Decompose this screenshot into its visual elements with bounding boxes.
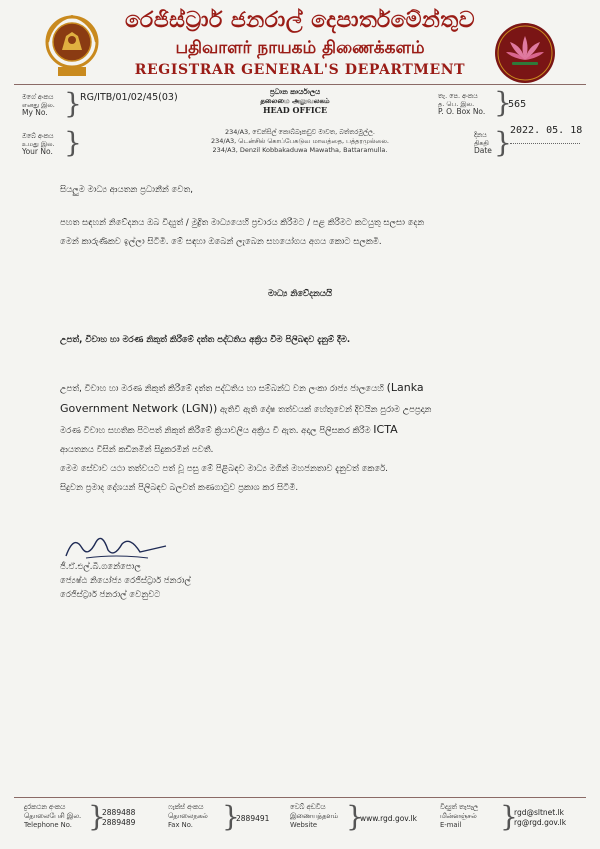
salutation: සියලුම මාධ්‍ය ආයතන ප්‍රධානීන් වෙත, [60,185,193,195]
date-underline [510,143,580,144]
signature-block: ජී.ඒ.එල්.බී.ගනේපොල ජ්‍යෙෂ්ඨ නියෝජ්‍ය රෙජිස්ට්‍රාර් ජනරාල් රෙජිස්ට්‍රාර් ජනරාල් වෙනුවට [60,562,191,600]
email-link-2[interactable]: rg@rgd.gov.lk [514,818,567,827]
my-no-value: RG/ITB/01/02/45(03) [80,92,178,103]
signature-image [56,528,206,564]
fax-brace: } [222,800,240,833]
main-paragraph: උපත්, විවාහ හා මරණ නිකුත් කිරීමේ දත්ත පද්ධතිය හා සම්බන්ධ වන ලංකා රාජ්‍ය ජාලයෙහි (Lanka Government Network (LGN)) ඇතිවී ඇති දෝෂ තත්වයක් හේතුවෙන් දිවයින පුරාම උපප්‍රදාන මරණ විවාහ සහතික පිටපත් නිකුත් කිරීමේ ක්‍රියාවලිය අක්‍රිය වී ඇත. අදාල පිලිසකර කිරීම ICTA ආයතනය විසින් කඩිනමින් සිදුකරමින් පවතී. මෙම සේවාව යථා තත්වයට පත් වූ පසු මේ පිළිබඳව මාධ්‍ය මගින් මහජනතාව දැනුවත් කෙරේ. සිදුවන ප්‍රමාද දෝශයන් පිලිබඳව බලවත් කණගාටුව ප්‍රකාශ කර සිටිමි. [60,381,432,493]
email-link-1[interactable]: rgd@sltnet.lk [514,808,565,817]
po-box-label: තැ. පෙ. අංකය த. பெ. இல. P. O. Box No. [438,92,486,116]
email-label: විද්‍යුත් තැපෑල மின்னஞ்சல் E-mail [440,803,479,829]
your-no-label: ඔබේ අංකය உமது இல. Your No. [22,132,55,156]
head-office-block: ප්‍රධාන කාර්යාලය தலைமை அலுவலகம் HEAD OFFICE [260,88,330,115]
title-sinhala: රෙජිස්ට්‍රාර් ජනරාල් දෙපාර්තමේන්තුව [124,8,476,33]
fax-value: 2889491 [236,814,270,823]
notice-heading: මාධ්‍ය නිවේදනයයි [267,289,333,299]
intro-paragraph: පහත සඳහන් නිවේදනය ඔබ විද්‍යුත් / මුද්‍රිත මාධ්‍යයෙහි ප්‍රචාරය කිරීමට / පළ කිරීමට කටයුතු සලසා දෙන මෙන් කාරුණිකව ඉල්ලා සිටිමි. මේ සඳහා ඔබෙන් ලැබෙන සහයෝගය අගය කොට සලකමි. [60,218,425,247]
footer-divider [14,797,586,798]
website-link[interactable]: www.rgd.gov.lk [360,814,417,823]
telephone-brace: } [88,800,106,833]
title-tamil: பதிவாளர் நாயகம் திணைக்களம் [175,38,425,58]
fax-label: ෆැක්ස් අංකය தொலைநகல் Fax No. [168,803,208,829]
date-brace: } [494,126,512,159]
subject-line: උපත්, විවාහ හා මරණ නිකුත් කිරීමේ දත්ත පද්ධතිය අක්‍රිය වීම පිලිබඳව දැනුම් දීම. [60,335,351,345]
email-links [514,808,566,828]
header-divider [14,84,586,85]
my-no-brace: } [64,87,82,120]
po-box-brace: } [494,86,512,119]
website-label: වෙබ් අඩවිය இணையத்தளம் Website [290,803,338,829]
email-brace: } [500,800,518,833]
title-english: REGISTRAR GENERAL'S DEPARTMENT [134,62,466,78]
my-no-label: මගේ අංකය எனது இல. My No. [22,93,55,117]
telephone-label: දුරකථන අංකය தொலைபேசி இல. Telephone No. [24,803,82,829]
date-label: දිනය திகதி Date [474,131,492,155]
head-office-address: 234/A3, ඩෙන්සිල් කොබ්බෑකඩුව මාවත, බත්තරමුල්ල. 234/A3, டென்சில் கொப்பேகடுவ மாவத்தை, பத்தரமுல்லை. 234/A3, Denzil Kobbakaduwa Mawatha, Battaramulla. [210,128,390,154]
date-value: 2022. 05. 18 [510,125,583,136]
telephone-values: 2889488 2889489 [102,808,136,827]
your-no-brace: } [64,126,82,159]
po-box-value: 565 [508,99,527,110]
website-brace: } [346,800,364,833]
